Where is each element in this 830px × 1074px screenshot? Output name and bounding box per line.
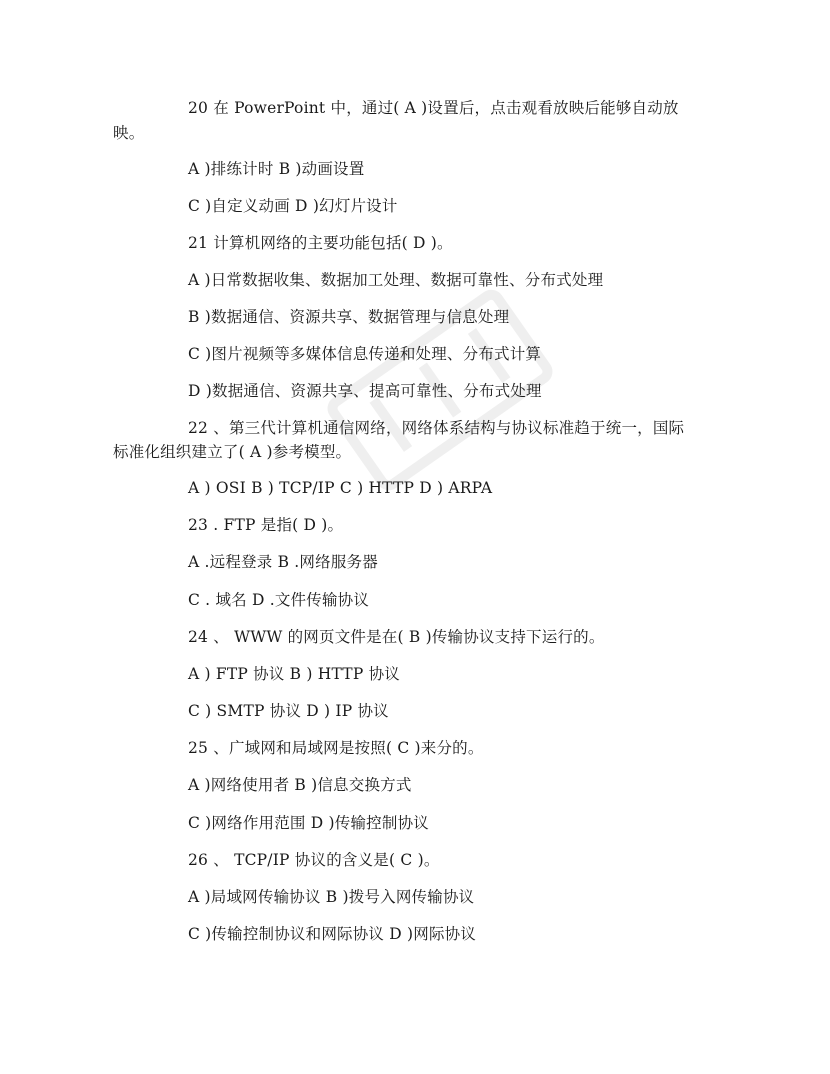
question-21-option-b: B )数据通信、资源共享、数据管理与信息处理: [188, 308, 510, 326]
question-20-options-cd: C )自定义动画 D )幻灯片设计: [188, 197, 398, 215]
question-24-options-ab: A ) FTP 协议 B ) HTTP 协议: [188, 665, 401, 683]
question-24-options-cd: C ) SMTP 协议 D ) IP 协议: [188, 702, 389, 720]
question-23-options-ab: A .远程登录 B .网络服务器: [188, 553, 378, 571]
question-22-line-2: 标准化组织建立了( A )参考模型。: [113, 443, 352, 461]
question-25-stem: 25 、广域网和局域网是按照( C )来分的。: [188, 739, 484, 757]
question-21-option-a: A )日常数据收集、数据加工处理、数据可靠性、分布式处理: [188, 271, 604, 289]
question-25-options-cd: C )网络作用范围 D )传输控制协议: [188, 814, 429, 832]
question-25-options-ab: A )网络使用者 B )信息交换方式: [188, 776, 412, 794]
question-26-options-ab: A )局域网传输协议 B )拨号入网传输协议: [188, 888, 475, 906]
question-21-option-d: D )数据通信、资源共享、提高可靠性、分布式处理: [188, 382, 542, 400]
question-22-line-1: 22 、第三代计算机通信网络，网络体系结构与协议标准趋于统一，国际: [188, 419, 685, 437]
question-23-stem: 23 . FTP 是指( D )。: [188, 516, 344, 534]
question-26-stem: 26 、 TCP/IP 协议的含义是( C )。: [188, 851, 440, 869]
question-21-option-c: C )图片视频等多媒体信息传递和处理、分布式计算: [188, 345, 542, 363]
question-20-options-ab: A )排练计时 B )动画设置: [188, 160, 365, 178]
question-22-options: A ) OSI B ) TCP/IP C ) HTTP D ) ARPA: [188, 479, 493, 497]
question-20-line-2: 映。: [113, 124, 145, 142]
question-23-options-cd: C . 域名 D .文件传输协议: [188, 591, 370, 609]
question-20-line-1: 20 在 PowerPoint 中，通过( A )设置后，点击观看放映后能够自动放: [188, 99, 679, 117]
question-24-stem: 24 、 WWW 的网页文件是在( B )传输协议支持下运行的。: [188, 628, 605, 646]
question-21-stem: 21 计算机网络的主要功能包括( D )。: [188, 234, 453, 252]
question-26-options-cd: C )传输控制协议和网际协议 D )网际协议: [188, 925, 477, 943]
